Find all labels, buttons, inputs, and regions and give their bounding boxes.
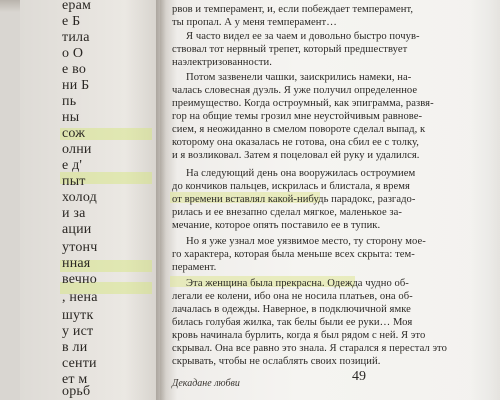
left-page-line: ет м	[62, 372, 88, 387]
left-page-line: нная	[62, 256, 91, 271]
left-page-line: ни Б	[62, 78, 90, 93]
body-text-line: перамент.	[172, 262, 217, 273]
body-text-line: скрывать, чтобы не ослаблять своих позиций.	[172, 356, 381, 367]
body-text-line: Я часто видел ее за чаем и довольно быстро почув-	[186, 31, 420, 42]
left-page-line: орьб	[62, 384, 91, 399]
left-page-line: е Б	[62, 14, 81, 29]
left-page-line: ны	[62, 110, 80, 125]
body-text-line: лачалась в одежды. Наверное, в подключичной ямке	[172, 304, 411, 315]
body-text-line: которому она оказалась не готова, она сбил ее с толку,	[172, 137, 420, 148]
left-page-line: ации	[62, 222, 92, 237]
left-page-line: олни	[62, 142, 92, 157]
left-page-line: холод	[62, 190, 97, 205]
left-page-line: сенти	[62, 356, 97, 371]
left-page-line: вечно	[62, 272, 97, 287]
body-text-line: го характера, которая была меньше всех скрыта: тем-	[172, 249, 415, 260]
body-text-line: Потом зазвенели чашки, заискрились намеки, на-	[186, 72, 412, 83]
body-text-line: сием, я неожиданно в смелом повороте сделал выпад, к	[172, 124, 426, 135]
left-page-line: шутк	[62, 308, 94, 323]
left-page-line: сож	[62, 126, 86, 141]
body-text-line: и я возликовал. Затем я поцеловал ей руку и удалился.	[172, 150, 420, 161]
left-page-line: пь	[62, 94, 77, 109]
body-text-line: наэлектризованности.	[172, 57, 272, 68]
body-text-line: преимущество. Когда остроумный, как эпиграмма, развя-	[172, 98, 434, 109]
body-text-line: Но я уже узнал мое уязвимое место, ту сторону мое-	[186, 236, 426, 247]
left-page-line: у ист	[62, 324, 94, 339]
page-number: 49	[352, 369, 366, 384]
body-text-line: легали ее колени, ибо она не носила платьев, она об-	[172, 291, 413, 302]
left-page-line: ерам	[62, 0, 92, 13]
body-text-line: до кончиков пальцев, искрилась и блистала, я время	[172, 181, 410, 192]
body-text-line: На следующий день она вооружилась остроумием	[186, 168, 416, 179]
body-text-line: ты пропал. А у меня темперамент…	[172, 17, 337, 28]
left-page-line: о О	[62, 46, 84, 61]
body-text-line: скрывал. Она все равно это знала. Я старался я перестал это	[172, 343, 447, 354]
left-page-line: , нена	[62, 290, 98, 305]
body-text-line: гор на общие темы грозил мне неустойчивым равнове-	[172, 111, 423, 122]
left-page-line: утонч	[62, 240, 98, 255]
body-text-line: билась голубая жилка, так белы были ее руки… Моя	[172, 317, 413, 328]
page-edge-fade	[470, 0, 500, 400]
body-text-line: мечание, которое опять поставило ее в тупик.	[172, 220, 381, 231]
left-page-line: е во	[62, 62, 87, 77]
book-gutter-shadow	[156, 0, 166, 400]
left-page-line: е д'	[62, 158, 83, 173]
body-text-line: рвов и темперамент, и, если побеждает темперамент,	[172, 4, 414, 15]
body-text-line: от времени вставлял какой-нибудь парадокс, разгадо-	[172, 194, 416, 205]
left-page-line: пыт	[62, 174, 86, 189]
left-page-line: в ли	[62, 340, 88, 355]
left-page-line: и за	[62, 206, 86, 221]
left-page-line: тила	[62, 30, 90, 45]
body-text-line: чалась словесная дуэль. Я уже получил определенное	[172, 85, 418, 96]
body-text-line: Эта женщина была прекрасна. Одежда чудно об-	[186, 278, 409, 289]
body-text-line: кровь начинала бурлить, когда я был рядом с ней. Я это	[172, 330, 426, 341]
body-text-line: ствовал тот нервный трепет, который предшествует	[172, 44, 408, 55]
running-footer-title: Декадане любви	[172, 378, 240, 389]
body-text-line: рилась и ее внезапно сделал мягкое, маленькое за-	[172, 207, 402, 218]
